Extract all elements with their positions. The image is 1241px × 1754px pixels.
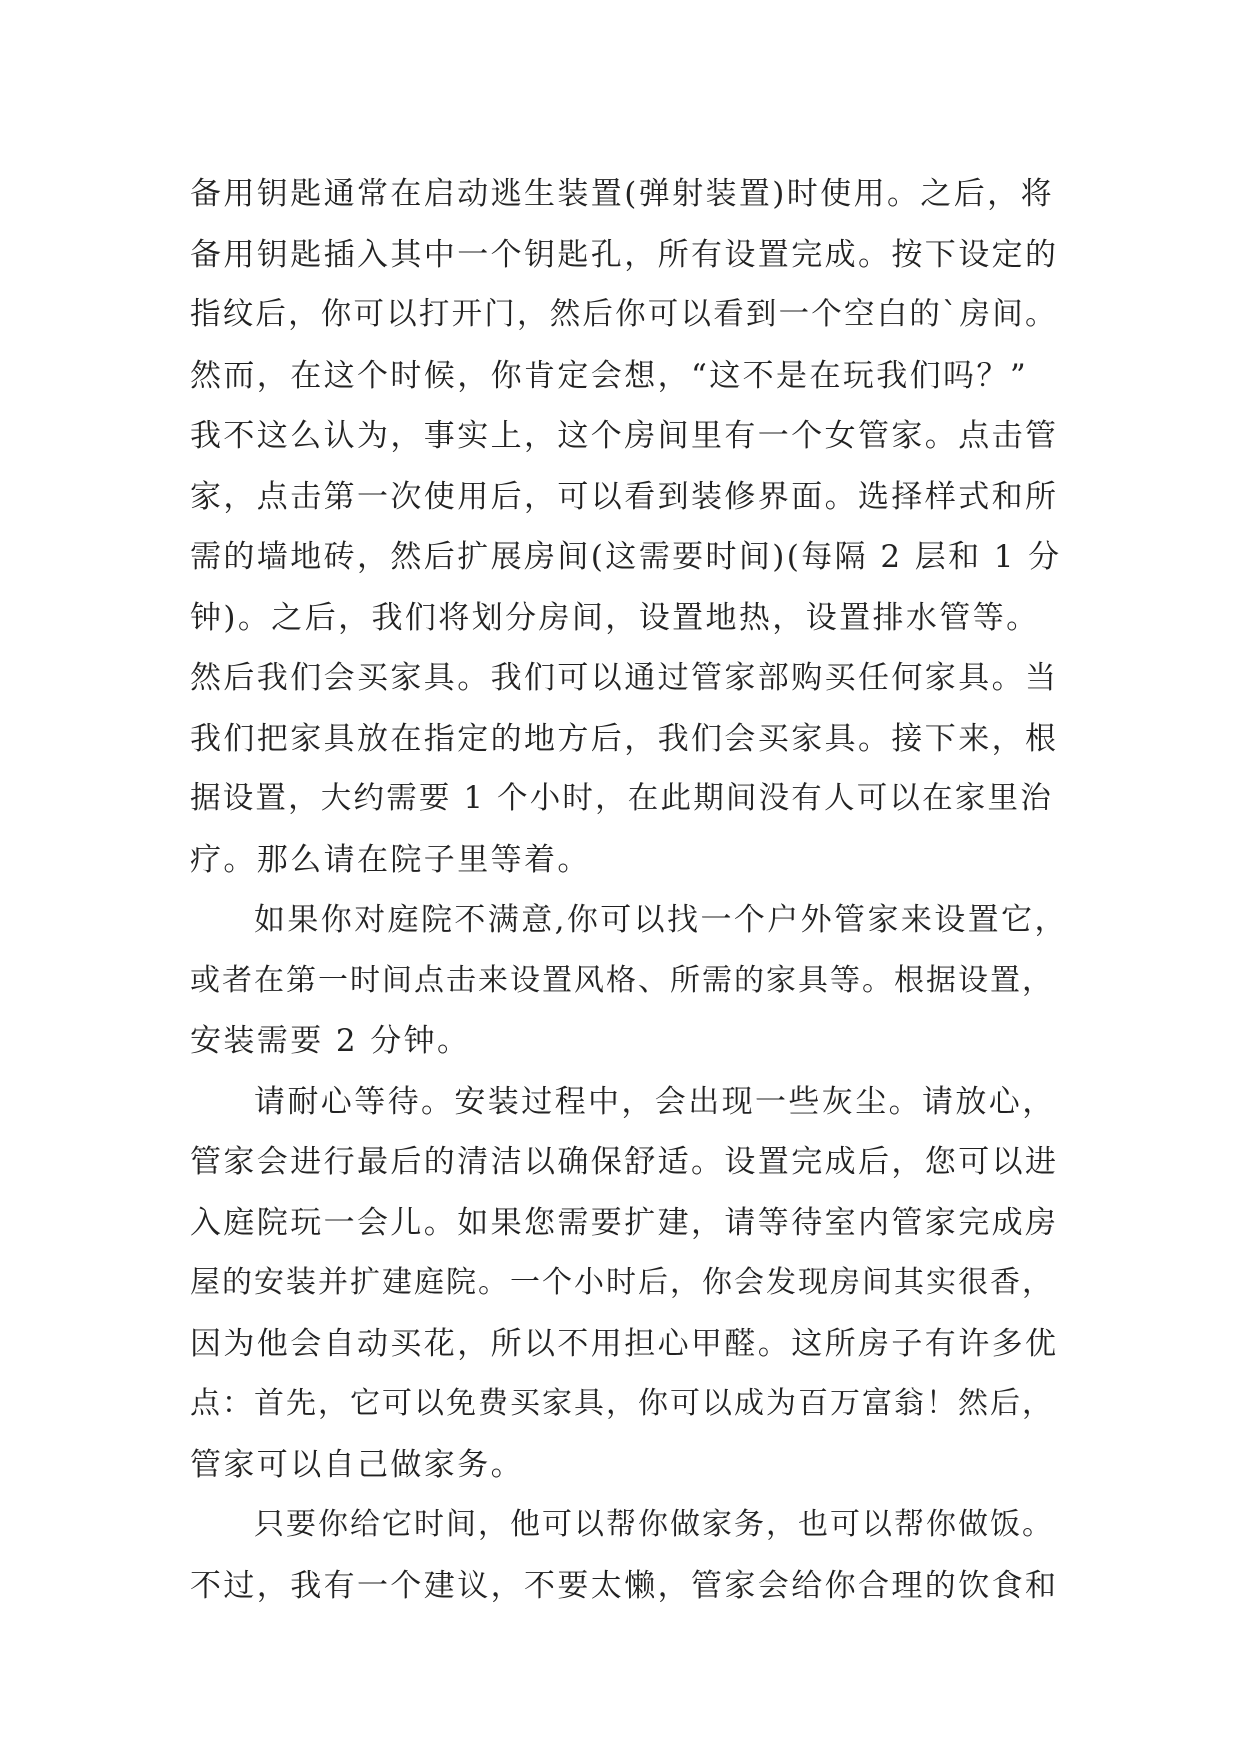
text-line: 然而，在这个时候，你肯定会想，“这不是在玩我们吗？”	[190, 357, 1029, 394]
text-line: 钟)。之后，我们将划分房间，设置地热，设置排水管等。	[190, 599, 1040, 636]
text-line: 指纹后，你可以打开门，然后你可以看到一个空白的`房间。	[190, 297, 1058, 332]
text-line: 不过，我有一个建议，不要太懒，管家会给你合理的饮食和	[190, 1567, 1059, 1604]
text-line: 备用钥匙插入其中一个钥匙孔，所有设置完成。按下设定的	[190, 236, 1059, 273]
text-line: 安装需要 2 分钟。	[190, 1023, 471, 1059]
text-line: 疗。那么请在院子里等着。	[190, 841, 591, 878]
document-body	[190, 164, 1070, 1616]
text-line: 需的墙地砖，然后扩展房间(这需要时间)(每隔 2 层和 1 分	[190, 539, 1062, 575]
text-line: 入庭院玩一会儿。如果您需要扩建，请等待室内管家完成房	[190, 1204, 1059, 1241]
paragraph-first-line: 请耐心等待。安装过程中，会出现一些灰尘。请放心，	[254, 1083, 1056, 1120]
text-line: 我不这么认为，事实上，这个房间里有一个女管家。点击管	[190, 418, 1059, 454]
text-line: 点：首先，它可以免费买家具，你可以成为百万富翁！然后，	[190, 1386, 1054, 1421]
text-line: 备用钥匙通常在启动逃生装置(弹射装置)时使用。之后，将	[190, 176, 1054, 212]
text-line: 屋的安装并扩建庭院。一个小时后，你会发现房间其实很香，	[190, 1265, 1054, 1300]
paragraph-first-line: 如果你对庭院不满意,你可以找一个户外管家来设置它，	[254, 902, 1068, 938]
text-line: 管家可以自己做家务。	[190, 1446, 524, 1483]
paragraph-first-line: 只要你给它时间，他可以帮你做家务，也可以帮你做饭。	[254, 1507, 1054, 1542]
text-line: 然后我们会买家具。我们可以通过管家部购买任何家具。当	[190, 660, 1059, 696]
text-line: 管家会进行最后的清洁以确保舒适。设置完成后，您可以进	[190, 1144, 1059, 1180]
text-line: 据设置，大约需要 1 个小时，在此期间没有人可以在家里治	[190, 781, 1053, 816]
text-line: 我们把家具放在指定的地方后，我们会买家具。接下来，根	[190, 720, 1059, 757]
text-line: 家，点击第一次使用后，可以看到装修界面。选择样式和所	[190, 478, 1059, 515]
text-line: 因为他会自动买花，所以不用担心甲醛。这所房子有许多优	[190, 1325, 1059, 1362]
text-line: 或者在第一时间点击来设置风格、所需的家具等。根据设置，	[190, 962, 1054, 998]
